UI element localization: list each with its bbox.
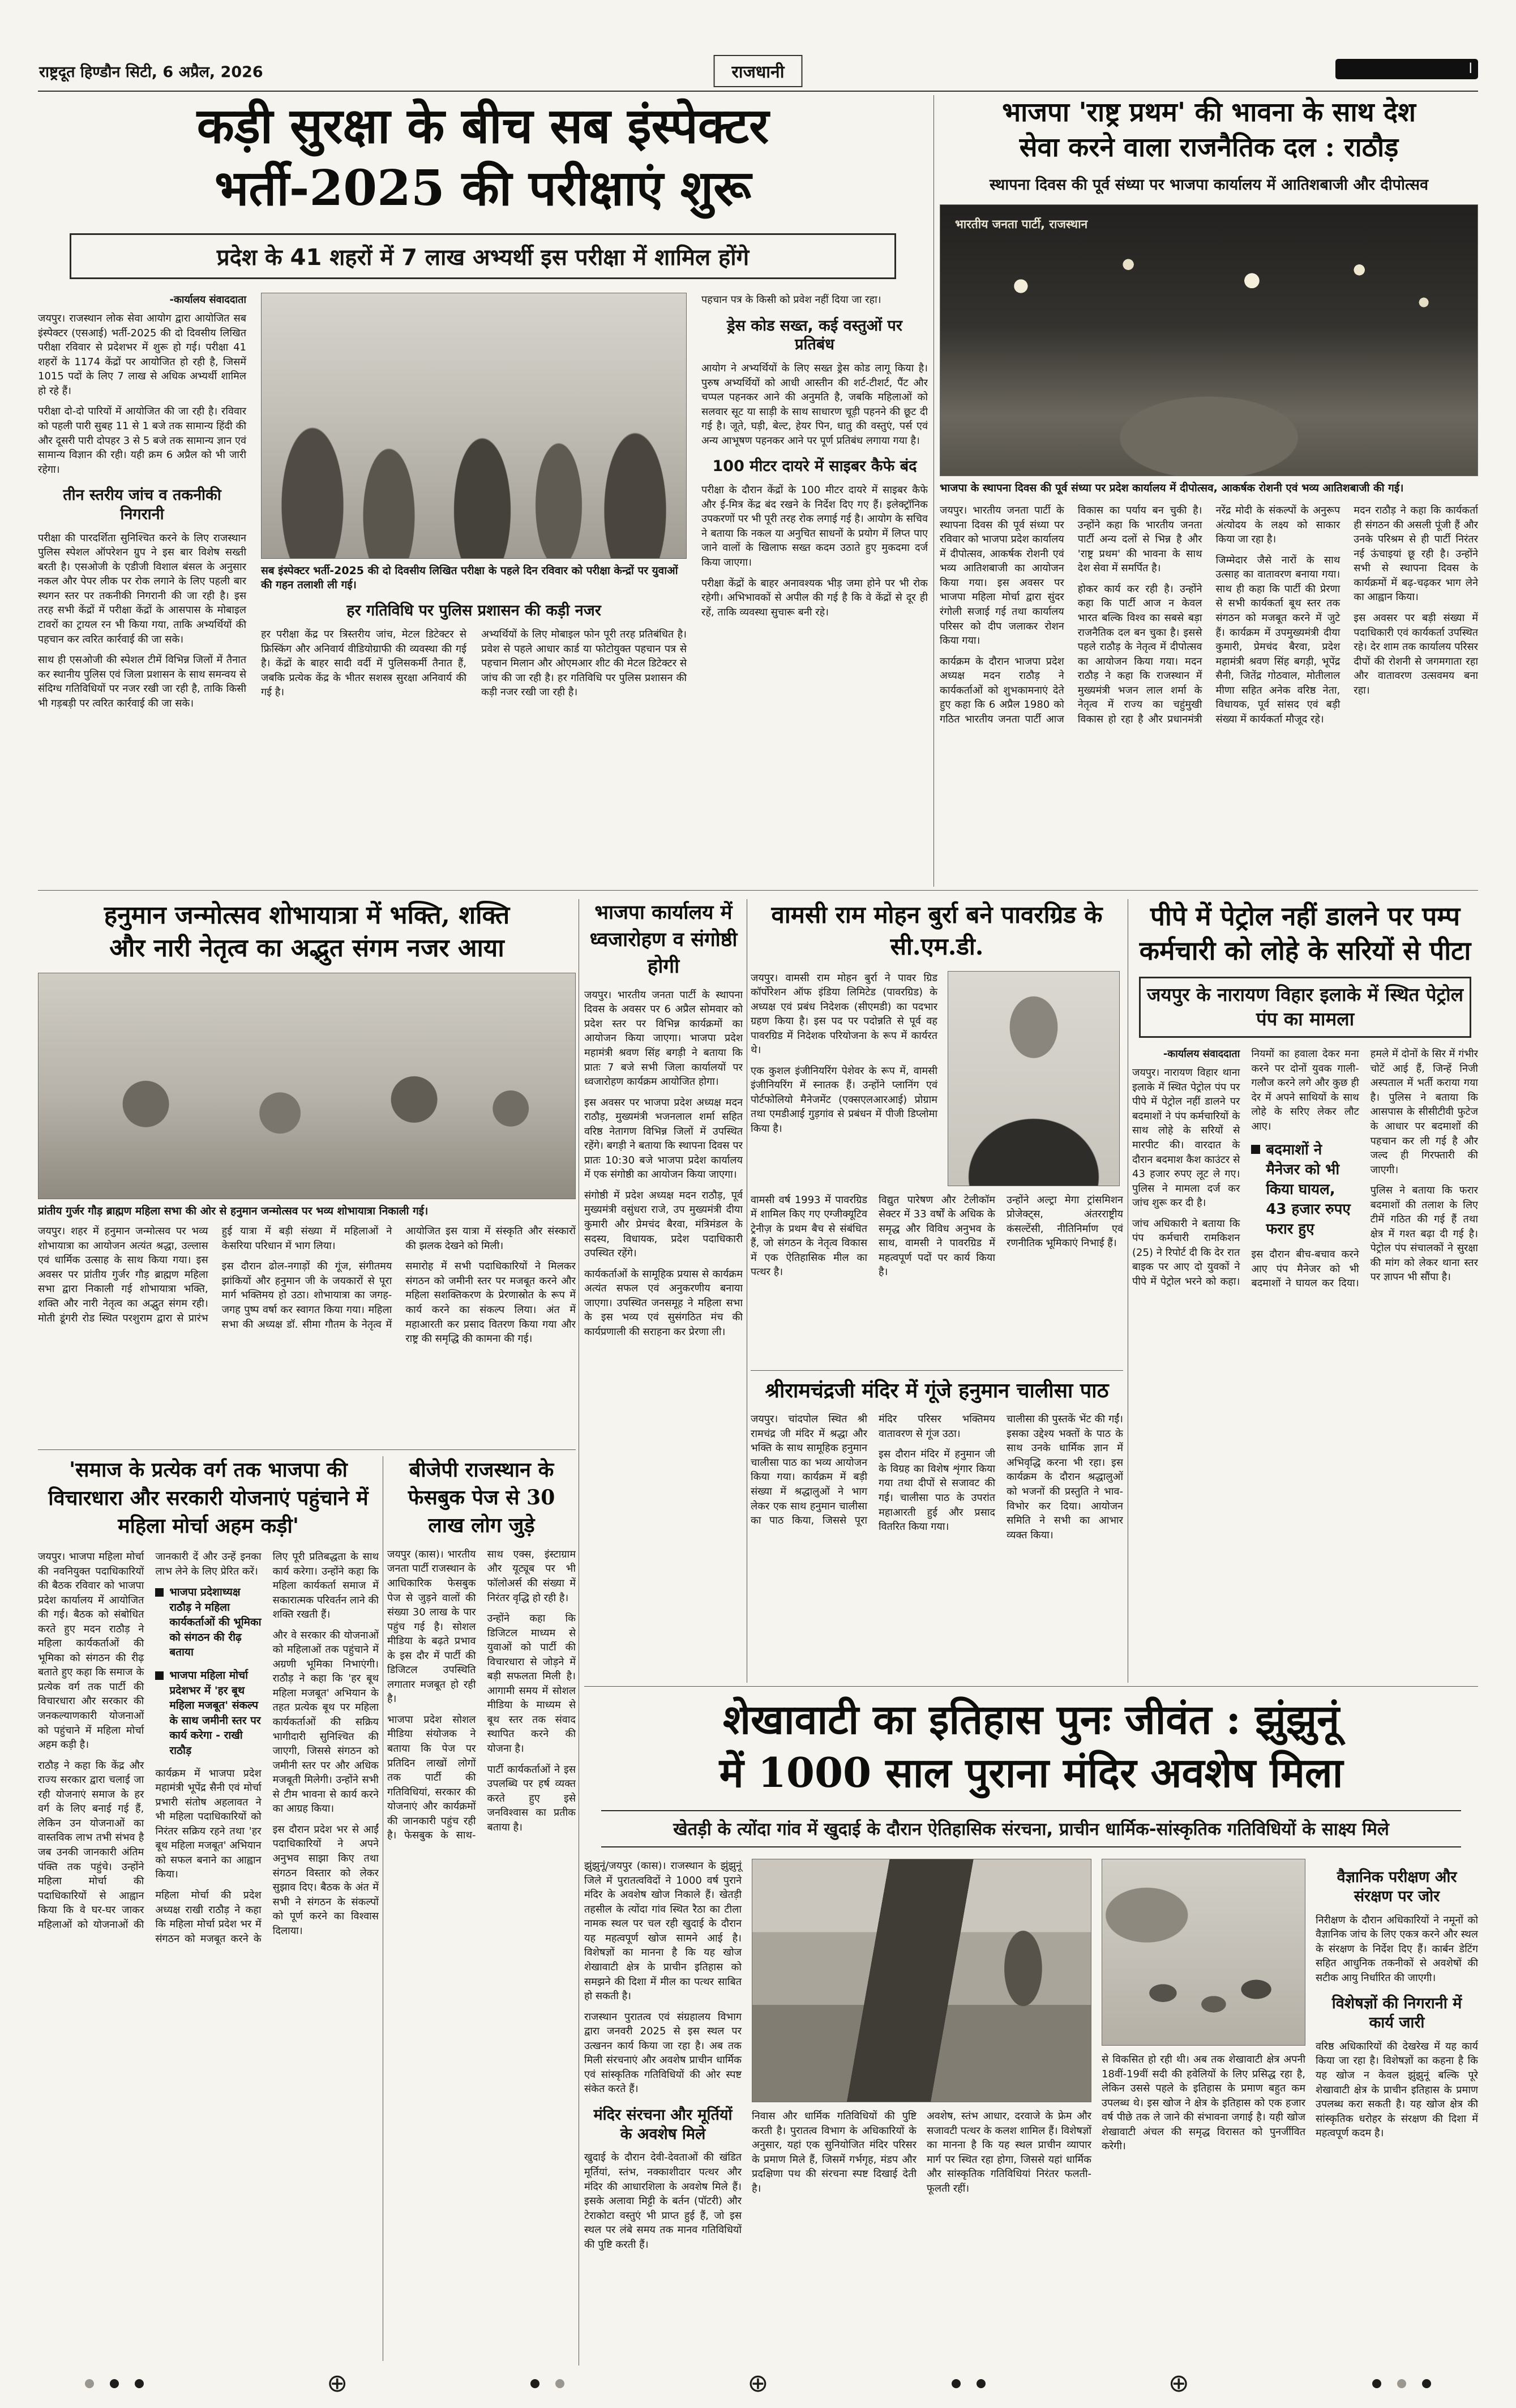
divider-vertical: [933, 95, 934, 887]
vamsi-body-bottom: [751, 1193, 1123, 1280]
article-bjp-foundation: [940, 95, 1478, 887]
dot-group: [1372, 2379, 1431, 2388]
registration-marks: [85, 2370, 1431, 2397]
dot-mark: [555, 2379, 564, 2388]
dot-mark: [85, 2379, 94, 2388]
si-byline: -कार्यालय संवाददाता: [169, 294, 246, 306]
body-paragraph: जयपुर। चांदपोल स्थित श्री रामचंद्र जी मंदिर में श्रद्धा और भक्ति के साथ सामूहिक हनुमान चालीसा पाठ का भव्य आयोजन किया गया। कार्यक्रम में बड़ी संख्या में श्रद्धालुओं ने भाग लेकर एक साथ हनुमान चालीसा का पाठ किया, जिससे पूरा मंदिर परिसर भक्तिमय वातावरण से गूंज उठा।: [751, 1413, 995, 1527]
women-body: [38, 1550, 379, 1946]
body-paragraph: जांच अधिकारी ने बताया कि पंप कर्मचारी रामकिशन (25) ने रिपोर्ट दी कि देर रात बाइक पर आए दो युवकों ने पीपे में पेट्रोल भरने को कहा। नियमों का हवाला देकर मना करने पर दोनों युवक गाली-गलौज करने लगे और कुछ ही देर में अपने साथियों के साथ लोहे के सरिए लेकर लौट आए।: [1132, 1048, 1359, 1288]
highlight-bullet: [155, 1668, 261, 1759]
ram-body: [751, 1412, 1123, 1542]
body-paragraph: राजस्थान पुरातत्व एवं संग्रहालय विभाग द्वारा जनवरी 2025 से इस स्थल पर उत्खनन कार्य किया जा रहा है। अब तक मिली संरचनाएं और अवशेष प्राचीन धार्मिक एवं सांस्कृतिक गतिविधियों की ओर स्पष्ट संकेत करते हैं।: [584, 2011, 742, 2095]
body-paragraph: निरीक्षण के दौरान अधिकारियों ने नमूनों को वैज्ञानिक जांच के लिए एकत्र करने और स्थल के संरक्षण के निर्देश दिए हैं। कार्बन डेटिंग सहित आधुनिक तकनीकों से अवशेषों की सटीक आयु निर्धारित की जाएगी।: [1316, 1914, 1478, 1984]
dot-mark: [952, 2379, 961, 2388]
body-paragraph: इस दौरान मंदिर में हनुमान जी के विग्रह का विशेष शृंगार किया गया तथा दीपों से सजावट की गई। चालीसा पाठ के उपरांत महाआरती हुई और प्रसाद वितरित किया गया।: [879, 1448, 995, 1533]
body-paragraph: हर परीक्षा केंद्र पर त्रिस्तरीय जांच, मेटल डिटेक्टर से फ्रिस्किंग और अनिवार्य वीडियोग्राफी की व्यवस्था की गई है। केंद्रों के बाहर सादी वर्दी में पुलिसकर्मी तैनात हैं, जबकि प्रत्येक केंद्र के भीतर सशस्त्र सुरक्षा अनिवार्य की गई है।: [261, 628, 466, 699]
hanuman-headline-line2: और नारी नेतृत्व का अद्भुत संगम नजर आया: [109, 934, 504, 963]
body-paragraph: साथ ही एसओजी की स्पेशल टीमें विभिन्न जिलों में तैनात कर स्थानीय पुलिस एवं जिला प्रशासन के साथ समन्वय से संदिग्ध गतिविधियों पर नजर रखी जा रही है, ताकि किसी भी गड़बड़ी पर त्वरित कार्रवाई की जा सके।: [38, 654, 246, 709]
body-paragraph: जिम्मेदार जैसे नारों के साथ उत्साह का वातावरण बनाया गया। साथ ही कहा कि पार्टी की प्रेरणा से सभी कार्यकर्ता बूथ स्तर तक संगठन को मजबूत करने में जुटे हैं। कार्यक्रम में उपमुख्यमंत्री दीया कुमारी, प्रेमचंद बैरवा, प्रदेश महामंत्री श्रवण सिंह बगड़ी, भूपेंद्र सैनी, जितेंद्र गोठवाल, मोतीलाल मीणा सहित अनेक वरिष्ठ नेता, विधायक, पूर्व सांसद एवं बड़ी संख्या में कार्यकर्ता मौजूद रहे।: [1215, 554, 1341, 725]
body-paragraph: जयपुर। भारतीय जनता पार्टी के स्थापना दिवस के अवसर पर 6 अप्रैल सोमवार को प्रदेश स्तर पर विभिन्न कार्यक्रमों का आयोजन किया जाएगा। भाजपा प्रदेश महामंत्री श्रवण सिंह बगड़ी ने बताया कि प्रातः 7 बजे सभी जिला कार्यालयों पर ध्वजारोहण कार्यक्रम आयोजित होगा।: [584, 989, 743, 1088]
body-paragraph: चालीसा की पुस्तकें भेंट की गईं। इसका उद्देश्य भक्तों के पाठ के साथ उनके धार्मिक ज्ञान में अभिवृद्धि करना भी रहा। इस कार्यक्रम के दौरान श्रद्धालुओं को भजनों की प्रस्तुति ने भाव-विभोर कर दिया। आयोजन समिति ने सभी का आभार व्यक्त किया।: [1007, 1413, 1123, 1541]
facebook-headline: बीजेपी राजस्थान के फेसबुक पेज से 30 लाख लोग जुड़े: [408, 1458, 555, 1537]
vamsi-portrait-photo: [948, 971, 1120, 1186]
body-paragraph: झुंझुनूं/जयपुर (कास)। राजस्थान के झुंझुनूं जिले में पुरातत्वविदों ने 1000 वर्ष पुराने मंदिर के अवशेष खोज निकाले हैं। खेतड़ी तहसील के त्योंदा गांव स्थित रैठा का टीला नामक स्थल पर चल रही खुदाई के दौरान यह महत्वपूर्ण खोज सामने आई है। विशेषज्ञों का मानना है कि यह खोज शेखावाटी क्षेत्र के प्राचीन इतिहास को समझने की दिशा में मील का पत्थर साबित हो सकती है।: [584, 1860, 742, 2003]
body-paragraph: संगोष्ठी में प्रदेश अध्यक्ष मदन राठौड़, पूर्व मुख्यमंत्री वसुंधरा राजे, उप मुख्यमंत्री दीया कुमारी और प्रेमचंद बैरवा, मंत्रिमंडल के सदस्य, विधायक, प्रदेश पदाधिकारी उपस्थित रहेंगे।: [584, 1189, 743, 1260]
body-paragraph: विद्युत पारेषण और टेलीकॉम सेक्टर में 33 वर्षों के अधिक के समृद्ध और विविध अनुभव के साथ, वामसी ने पावरग्रिड में महत्वपूर्ण पदों पर कार्य किया है।: [879, 1194, 995, 1278]
body-paragraph: उन्होंने कहा कि डिजिटल माध्यम से युवाओं को पार्टी की विचारधारा से जोड़ने में बड़ी सफलता मिली है। आगामी समय में सोशल मीडिया के माध्यम से बूथ स्तर तक संवाद स्थापित करने की योजना है।: [487, 1613, 576, 1755]
ram-headline: श्रीरामचंद्रजी मंदिर में गूंजे हनुमान चालीसा पाठ: [765, 1379, 1109, 1402]
article-flag-hoisting: [584, 899, 743, 1683]
page-marker: l: [1468, 61, 1472, 76]
body-paragraph: पुलिस ने बताया कि फरार बदमाशों की तलाश के लिए टीमें गठित की गई हैं तथा क्षेत्र में गश्त बढ़ा दी गई है। पेट्रोल पंप संचालकों ने सुरक्षा की मांग को लेकर थाना स्तर पर ज्ञापन भी सौंपा है।: [1370, 1184, 1478, 1284]
body-paragraph: समारोह में सभी पदाधिकारियों ने मिलकर संगठन को जमीनी स्तर पर मजबूत करने और महिला सशक्तिकरण के प्रेरणास्रोत के रूप में कार्य करने का संकल्प लिया। अंत में महाआरती कर प्रसाद वितरण किया गया और राष्ट्र की समृद्धि की कामना की गई।: [405, 1260, 576, 1345]
petrol-highlight-text: बदमाशों ने मैनेजर को भी किया घायल, 43 हजार रुपए फरार हुए: [1266, 1141, 1351, 1238]
petrol-highlight: [1251, 1140, 1359, 1239]
flag-headline: भाजपा कार्यालय में ध्वजारोहण व संगोष्ठी होगी: [589, 901, 738, 978]
si-column-1: [38, 293, 246, 717]
body-paragraph: आयोग ने अभ्यर्थियों के लिए सख्त ड्रेस कोड लागू किया है। पुरुष अभ्यर्थियों को आधी आस्तीन की शर्ट-टीशर्ट, पैंट और चप्पल पहनकर आने की अनुमति है, जबकि महिलाओं को सलवार सूट या साड़ी के साथ साधारण चूड़ी पहनने की छूट दी गई है। जूते, घड़ी, बेल्ट, हेयर पिन, धातु की वस्तुएं, पर्स एवं अन्य आभूषण पहनकर आने पर पूर्ण प्रतिबंध लगाया गया है।: [701, 362, 928, 447]
dot-mark: [977, 2379, 986, 2388]
bjp-headline-line1: भाजपा 'राष्ट्र प्रथम' की भावना के साथ देश: [1002, 97, 1416, 128]
body-paragraph: इस अवसर पर भाजपा प्रदेश अध्यक्ष मदन राठौड़, मुख्यमंत्री भजनलाल शर्मा सहित वरिष्ठ नेतागण विभिन्न जिलों में उपस्थित रहेंगे। बगड़ी ने बताया कि स्थापना दिवस पर प्रातः 10:30 बजे भाजपा प्रदेश कार्यालय में एक संगोष्ठी का आयोजन किया जाएगा।: [584, 1096, 743, 1181]
body-paragraph: उन्होंने अल्ट्रा मेगा ट्रांसमिशन प्रोजेक्ट्स, अंतरराष्ट्रीय कंसल्टेंसी, नीतिनिर्माण एवं रणनीतिक भूमिकाएं निभाई हैं।: [1007, 1194, 1123, 1250]
body-paragraph: और वे सरकार की योजनाओं को महिलाओं तक पहुंचाने में अग्रणी भूमिका निभाएंगी। राठौड़ ने कहा कि 'हर बूथ महिला मजबूत' अभियान के तहत प्रत्येक बूथ पर महिला कार्यकर्ताओं की सक्रिय भागीदारी सुनिश्चित की जाएगी, जिससे संगठन को जमीनी स्तर पर और अधिक मजबूती मिलेगी। उन्होंने सभी से टीम भावना से कार्य करने का आग्रह किया।: [272, 1629, 379, 1815]
exam-photo-caption: सब इंस्पेक्टर भर्ती-2025 की दो दिवसीय लिखित परीक्षा के पहले दिन रविवार को परीक्षा केन्द्रों पर युवाओं की गहन तलाशी ली गई।: [261, 564, 678, 592]
body-paragraph: इस दौरान प्रदेश भर से आईं पदाधिकारियों ने अपने अनुभव साझा किए तथा संगठन विस्तार को लेकर सुझाव दिए। बैठक के अंत में सभी ने संगठन के संकल्पों को पूर्ण करने का विश्वास दिलाया।: [272, 1823, 379, 1937]
si-subhead-bar: प्रदेश के 41 शहरों में 7 लाख अभ्यर्थी इस परीक्षा में शामिल होंगे: [70, 233, 896, 279]
shekhawati-expert-subhead: विशेषज्ञों की निगरानी में कार्य जारी: [1331, 1995, 1462, 2032]
article-facebook: [387, 1456, 576, 2361]
si-mid-subhead: हर गतिविधि पर पुलिस प्रशासन की कड़ी नजर: [346, 602, 601, 620]
body-paragraph: जयपुर। शहर में हनुमान जन्मोत्सव पर भव्य शोभायात्रा का आयोजन अत्यंत श्रद्धा, उल्लास एवं धार्मिक उत्साह के साथ किया गया। इस अवसर पर प्रांतीय गुर्जर गौड़ ब्राह्मण महिला सभा द्वारा निकाली गई शोभायात्रा भक्ति, शक्ति और नारी नेतृत्व का अद्भुत संगम रही। मोती डूंगरी रोड स्थित परशुराम द्वारा से प्रारंभ हुई यात्रा में बड़ी संख्या में महिलाओं ने केसरिया परिधान में भाग लिया।: [38, 1225, 392, 1324]
si-column-middle: [261, 293, 687, 717]
women-headline: 'समाज के प्रत्येक वर्ग तक भाजपा की विचारधारा और सरकारी योजनाएं पहुंचाने में महिला मोर्चा अहम कड़ी': [48, 1458, 369, 1538]
crosshair-mark-icon: ⊕: [327, 2369, 348, 2398]
exam-frisking-photo: [261, 293, 687, 559]
hanuman-headline-line1: हनुमान जन्मोत्सव शोभायात्रा में भक्ति, शक्ति: [104, 901, 510, 930]
masthead-date: राष्ट्रदूत हिण्डौन सिटी, 6 अप्रैल, 2026: [39, 63, 263, 81]
body-paragraph: एक कुशल इंजीनियरिंग पेशेवर के रूप में, वामसी इंजीनियरिंग में स्नातक हैं। उन्होंने प्लानिंग एवं पोर्टफोलियो मैनेजमेंट (एक्सएलआरआई) प्रोग्राम तथा एमडीआई गुड़गांव से प्रबंधन में पीजी डिप्लोमा किया है।: [751, 1064, 937, 1135]
shekhawati-headline-line2: में 1000 साल पुराना मंदिर अवशेष मिला: [719, 1748, 1343, 1797]
article-shekhawati-temple: [584, 1693, 1478, 2366]
body-paragraph: जयपुर। भारतीय जनता पार्टी के स्थापना दिवस की पूर्व संध्या पर रविवार को भाजपा प्रदेश कार्यालय में दीपोत्सव, आकर्षक रोशनी एवं भव्य आतिशबाजी का आयोजन किया गया। इस अवसर पर भाजपा महिला मोर्चा द्वारा सुंदर रंगोली सजाई गई तथा कार्यालय परिसर को दीप जलाकर रोशन किया गया।: [940, 504, 1064, 647]
dot-mark: [1372, 2379, 1381, 2388]
body-paragraph: जयपुर। भाजपा महिला मोर्चा की नवनियुक्त पदाधिकारियों की बैठक रविवार को भाजपा प्रदेश कार्यालय में आयोजित की गई। बैठक को संबोधित करते हुए मदन राठौड़ ने महिला कार्यकर्ताओं की भूमिका को संगठन की रीढ़ बताते हुए कहा कि समाज के प्रत्येक वर्ग तक पार्टी की विचारधारा और सरकार की जनकल्याणकारी योजनाओं को पहुंचाने में महिला मोर्चा अहम कड़ी है।: [38, 1551, 144, 1751]
body-paragraph: इस दौरान ढोल-नगाड़ों की गूंज, संगीतमय झांकियों और हनुमान जी के जयकारों से पूरा मार्ग भक्तिमय हो उठा। शोभायात्रा का जगह-जगह पुष्प वर्षा कर स्वागत किया गया। महिला सभा की अध्यक्ष डॉ. सीमा गौतम के नेतृत्व में आयोजित इस यात्रा में संस्कृति और संस्कारों की झलक देखने को मिली।: [221, 1225, 576, 1331]
article-petrol-assault: [1132, 899, 1478, 1683]
divider-horizontal: [38, 890, 1478, 891]
body-paragraph: कार्यकर्ताओं के सामूहिक प्रयास से कार्यक्रम अत्यंत सफल एवं अनुकरणीय बनाया जाएगा। उपस्थित जनसमूह ने महिला सभा के इस भव्य एवं सुसंगठित मंच की कार्यप्रणाली की सराहना कर प्रेरणा ली।: [584, 1268, 743, 1338]
dot-mark: [110, 2379, 119, 2388]
body-paragraph: पार्टी कार्यकर्ताओं ने इस उपलब्धि पर हर्ष व्यक्त करते हुए इसे जनविश्वास का प्रतीक बताया है।: [487, 1763, 576, 1833]
body-paragraph: जयपुर। नारायण विहार थाना इलाके में स्थित पेट्रोल पंप पर पीपे में पेट्रोल नहीं डालने पर बदमाशों ने पंप कर्मचारियों के साथ लोहे के सरियों से मारपीट की। वारदात के दौरान बदमाश कैश काउंटर से 43 हजार रुपए लूट ले गए। पुलिस ने मामला दर्ज कर जांच शुरू कर दी है।: [1132, 1067, 1240, 1209]
shekhawati-column-2: [752, 1859, 1091, 2258]
dot-group: [952, 2379, 986, 2388]
body-paragraph: मदन राठौड़ ने कहा कि कार्यकर्ता ही संगठन की असली पूंजी हैं और उनके परिश्रम से ही पार्टी निरंतर नई ऊंचाइयां छू रही है। उन्होंने सभी से स्थापना दिवस के कार्यक्रमों में बढ़-चढ़कर भाग लेने का आह्वान किया।: [1354, 504, 1478, 604]
bjp-headline-line2: सेवा करने वाला राजनैतिक दल : राठौड़: [1019, 132, 1399, 164]
shekhawati-science-subhead: वैज्ञानिक परीक्षण और संरक्षण पर जोर: [1337, 1868, 1457, 1905]
bjp-subhead: स्थापना दिवस की पूर्व संध्या पर भाजपा कार्यालय में आतिशबाजी और दीपोत्सव: [990, 176, 1428, 194]
dot-group: [85, 2379, 144, 2388]
bjp-body: [940, 503, 1478, 726]
body-paragraph: परीक्षा केंद्रों के बाहर अनावश्यक भीड़ जमा होने पर भी रोक रहेगी। अभिभावकों से अपील की गई है कि वे केंद्रों से दूर ही रहें, ताकि व्यवस्था सुचारू बनी रहे।: [701, 577, 928, 618]
vamsi-text-left: [751, 971, 937, 1186]
body-paragraph: पहचान पत्र के किसी को प्रवेश नहीं दिया जा रहा।: [701, 294, 881, 306]
shekhawati-column-3: [1102, 1859, 1305, 2258]
body-paragraph: कार्यक्रम में भाजपा प्रदेश महामंत्री भूपेंद्र सैनी एवं मोर्चा प्रभारी संतोष अहलावत ने भी महिला पदाधिकारियों को निरंतर सक्रिय रहने तथा 'हर बूथ महिला मजबूत' अभियान को सफल बनाने का आह्वान किया।: [155, 1767, 262, 1881]
divider-horizontal: [584, 1686, 1478, 1687]
parade-photo-caption: प्रांतीय गुर्जर गौड़ ब्राह्मण महिला सभा की ओर से हनुमान जन्मोत्सव पर भव्य शोभायात्रा निकाली गई।: [38, 1205, 429, 1218]
bjp-deepotsav-photo: [940, 204, 1478, 476]
body-paragraph: इस दौरान बीच-बचाव करने आए पंप मैनेजर को भी बदमाशों ने घायल कर दिया। हमले में दोनों के सिर में गंभीर चोटें आई हैं, जिन्हें निजी अस्पताल में भर्ती कराया गया है। पुलिस ने बताया कि आसपास के सीसीटीवी फुटेज के आधार पर बदमाशों की पहचान कर ली गई है और जल्द ही गिरफ्तारी की जाएगी।: [1251, 1048, 1478, 1290]
body-paragraph: भाजपा प्रदेश सोशल मीडिया संयोजक ने बताया कि पेज पर प्रतिदिन लाखों लोगों तक पार्टी की गतिविधियां, सरकार की योजनाएं और कार्यक्रमों की जानकारी पहुंच रही है। फेसबुक के साथ-साथ एक्स, इंस्टाग्राम और यूट्यूब पर भी फॉलोअर्स की संख्या में निरंतर वृद्धि हो रही है।: [387, 1548, 576, 1842]
si-col4-subhead-2: 100 मीटर दायरे में साइबर कैफे बंद: [712, 457, 917, 476]
body-paragraph: जयपुर। वामसी राम मोहन बुर्रा ने पावर ग्रिड कॉर्पोरेशन ऑफ इंडिया लिमिटेड (पावरग्रिड) के अध्यक्ष एवं प्रबंध निदेशक (सीएमडी) का पदभार ग्रहण किया है। इस पद पर पदोन्नति से पूर्व वह पावरग्रिड में निदेशक परियोजना के रूप में कार्यरत थे।: [751, 972, 937, 1057]
highlight-bullet-text: भाजपा महिला मोर्चा प्रदेशभर में 'हर बूथ महिला मजबूत' संकल्प के साथ जमीनी स्तर पर कार्य करेगा - राखी राठौड़: [169, 1669, 261, 1757]
body-paragraph: महिला मोर्चा की प्रदेश अध्यक्ष राखी राठौड़ ने कहा कि महिला मोर्चा प्रदेश भर में संगठन को मजबूत करने के लिए पूरी प्रतिबद्धता के साथ कार्य करेगा। उन्होंने कहा कि महिला कार्यकर्ता समाज में सकारात्मक परिवर्तन लाने की शक्ति रखती हैं।: [155, 1551, 379, 1945]
section-label: राजधानी: [714, 55, 803, 87]
body-paragraph: अवशेष, स्तंभ आधार, दरवाजे के फ्रेम और सजावटी पत्थर के कलश शामिल हैं। विशेषज्ञों का मानना है कि यह स्थल प्राचीन व्यापार मार्ग पर स्थित रहा होगा, जिससे यहां धार्मिक और सांस्कृतिक गतिविधियां निरंतर फलती-फूलती रहीं।: [927, 2110, 1091, 2195]
petrol-subhead-box: जयपुर के नारायण विहार इलाके में स्थित पेट्रोल पंप का मामला: [1139, 977, 1471, 1038]
page-header: [38, 48, 1478, 92]
si-column-4: [701, 293, 928, 717]
highlight-bullet: [155, 1585, 261, 1660]
body-paragraph: जयपुर (कास)। भारतीय जनता पार्टी राजस्थान के आधिकारिक फेसबुक पेज से जुड़ने वालों की संख्या 30 लाख के पार पहुंच गई है। सोशल मीडिया के बढ़ते प्रभाव के इस दौर में पार्टी की डिजिटल उपस्थिति लगातार मजबूत हो रही है।: [387, 1548, 476, 1705]
si-headline-line2: भर्ती-2025 की परीक्षाएं शुरू: [214, 160, 752, 217]
petrol-headline: पीपे में पेट्रोल नहीं डालने पर पम्प कर्मचारी को लोहे के सरियों से पीटा: [1139, 901, 1471, 966]
highlight-bullet-text: भाजपा प्रदेशाध्यक्ष राठौड़ ने महिला कार्यकर्ताओं की भूमिका को संगठन की रीढ़ बताया: [169, 1586, 262, 1659]
dot-mark: [530, 2379, 539, 2388]
body-paragraph: राठौड़ ने कहा कि केंद्र और राज्य सरकार द्वारा चलाई जा रही योजनाएं समाज के हर वर्ग के लिए बनाई गई हैं, लेकिन उन योजनाओं का वास्तविक लाभ तभी संभव है जब उनकी जानकारी अंतिम पंक्ति तक पहुंचे। उन्होंने महिला मोर्चा की पदाधिकारियों से आह्वान किया कि वे घर-घर जाकर महिलाओं को योजनाओं की जानकारी दें और उन्हें इनका लाभ लेने के लिए प्रेरित करें।: [38, 1551, 262, 1931]
article-ram-mandir: [751, 1377, 1123, 1682]
petrol-byline: -कार्यालय संवाददाता: [1163, 1048, 1240, 1060]
parade-photo: [38, 973, 576, 1199]
crosshair-mark-icon: ⊕: [747, 2369, 769, 2398]
body-paragraph: परीक्षा की पारदर्शिता सुनिश्चित करने के लिए राजस्थान पुलिस स्पेशल ऑपरेशन ग्रुप ने इस बार विशेष सख्ती बरती है। एसओजी के एडीजी विशाल बंसल के अनुसार नकल और पेपर लीक पर रोक लगाने के लिए पहली बार स्थगन स्तर पर तकनीकी निगरानी की जा रही है। इस तरह सभी केंद्रों में परीक्षा केंद्रों के आसपास के मोबाइल टावरों का ट्रायल रन भी किया गया, ताकि अभ्यर्थियों की पहचान कर त्वरित कार्रवाई की जा सके।: [38, 532, 246, 645]
shekhawati-structure-subhead: मंदिर संरचना और मूर्तियों के अवशेष मिले: [593, 2106, 733, 2143]
body-paragraph: होकर कार्य कर रही है। उन्होंने कहा कि पार्टी आज न केवल भारत बल्कि विश्व का सबसे बड़ा राजनैतिक दल बन चुका है। इससे पहले राठौड़ के नेतृत्व में दीपोत्सव का आयोजन किया गया। मदन राठौड़ ने कहा कि राजस्थान में मुख्यमंत्री भजन लाल शर्मा के नेतृत्व में राज्य का चहुंमुखी विकास हो रहा है और प्रधानमंत्री नरेंद्र मोदी के संकल्पों के अनुरूप अंत्योदय के लक्ष्य को साकार किया जा रहा है।: [1077, 504, 1341, 725]
divider-horizontal: [751, 1370, 1123, 1371]
square-bullet-icon: [1251, 1145, 1260, 1154]
excavation-photo: [752, 1859, 1091, 2102]
square-bullet-icon: [155, 1671, 164, 1680]
hanuman-headline: [38, 899, 576, 965]
shekhawati-headline: [584, 1693, 1478, 1799]
body-paragraph: खुदाई के दौरान देवी-देवताओं की खंडित मूर्तियां, स्तंभ, नक्काशीदार पत्थर और मंदिर की आधारशिला के अवशेष मिले हैं। इसके अलावा मिट्टी के बर्तन (पॉटरी) और टेराकोटा वस्तुएं भी प्राप्त हुई हैं, जो इस स्थल पर लंबे समय तक मानव गतिविधियों की पुष्टि करती हैं।: [584, 2152, 742, 2251]
print-mark-bar: [1335, 59, 1478, 79]
body-paragraph: निवास और धार्मिक गतिविधियों की पुष्टि करती है। पुरातत्व विभाग के अधिकारियों के अनुसार, यहां एक सुनियोजित मंदिर परिसर के प्रमाण मिले हैं, जिसमें गर्भगृह, मंडप और प्रदक्षिणा पथ की संरचना स्पष्ट दिखाई देती है।: [752, 2110, 917, 2195]
article-hanuman-parade: [38, 899, 576, 1446]
dot-group: [530, 2379, 564, 2388]
shekhawati-headline-line1: शेखावाटी का इतिहास पुनः जीवंत : झुंझुनूं: [722, 1695, 1339, 1743]
body-paragraph: से विकसित हो रही थी। अब तक शेखावाटी क्षेत्र अपनी 18वीं-19वीं सदी की हवेलियों के लिए प्रसिद्ध रहा है, लेकिन उससे पहले के इतिहास के प्रमाण बहुत कम उपलब्ध थे। इस खोज ने क्षेत्र के इतिहास को एक हजार वर्ष पीछे तक ले जाने की संभावना जगाई है। यही खोज शेखावाटी अंचल की समृद्ध विरासत को पुनर्जीवित करेगी।: [1102, 2054, 1305, 2153]
article-women-wing: [38, 1456, 379, 2361]
dot-mark: [135, 2379, 144, 2388]
vamsi-headline: वामसी राम मोहन बुर्रा बने पावरग्रिड के सी.एम.डी.: [771, 901, 1103, 961]
si-headline-line1: कड़ी सुरक्षा के बीच सब इंस्पेक्टर: [196, 97, 769, 155]
divider-horizontal: [38, 1449, 576, 1450]
dot-mark: [1422, 2379, 1431, 2388]
body-paragraph: जयपुर। राजस्थान लोक सेवा आयोग द्वारा आयोजित सब इंस्पेक्टर (एसआई) भर्ती-2025 की दो दिवसीय लिखित परीक्षा रविवार से प्रदेशभर में शुरू हो गई। परीक्षा 41 शहरों के 1174 केंद्रों पर आयोजित हो रही है, जिसमें 1015 पदों के लिए 7 लाख से अधिक अभ्यर्थी शामिल हो रहे हैं।: [38, 313, 246, 397]
body-paragraph: इस अवसर पर बड़ी संख्या में पदाधिकारी एवं कार्यकर्ता उपस्थित रहे। देर शाम तक कार्यालय परिसर दीपों की रोशनी से जगमगाता रहा और वातावरण उत्सवमय बना रहा।: [1354, 611, 1478, 696]
si-col4-subhead-1: ड्रेस कोड सख्त, कई वस्तुओं पर प्रतिबंध: [727, 316, 902, 354]
bjp-office-sign: भारतीय जनता पार्टी, राजस्थान: [955, 217, 1088, 232]
shekhawati-column-1: [584, 1859, 742, 2258]
body-paragraph: वामसी वर्ष 1993 में पावरग्रिड में शामिल किए गए एग्जीक्यूटिव ट्रेनीज़ के प्रथम बैच से संबंधित हैं, जो संगठन के नेतृत्व विकास में एक ऐतिहासिक मील का पत्थर है।: [751, 1194, 867, 1278]
facebook-body: [387, 1547, 576, 1843]
article-vamsi-cmd: [751, 899, 1123, 1370]
body-paragraph: कार्यक्रम के दौरान भाजपा प्रदेश अध्यक्ष मदन राठौड़ ने कार्यकर्ताओं को शुभकामनाएं देते हुए कहा कि 6 अप्रैल 1980 को गठित भारतीय जनता पार्टी आज विकास का पर्याय बन चुकी है। उन्होंने कहा कि भारतीय जनता पार्टी अन्य दलों से भिन्न है और 'राष्ट्र प्रथम' की भावना के साथ देश सेवा में समर्पित है।: [940, 504, 1202, 725]
bjp-photo-caption: भाजपा के स्थापना दिवस की पूर्व संध्या पर प्रदेश कार्यालय में दीपोत्सव, आकर्षक रोशनी एवं भव्य आतिशबाजी की गई।: [940, 482, 1404, 495]
body-paragraph: परीक्षा दो-दो पारियों में आयोजित की जा रही है। रविवार को पहली पारी सुबह 11 से 1 बजे तक सामान्य हिंदी की और दूसरी पारी दोपहर 3 से 5 बजे तक सामान्य ज्ञान एवं सामान्य विज्ञान की रही। यही क्रम 6 अप्रैल को भी जारी रहेगा।: [38, 405, 246, 476]
si-headline: [38, 95, 928, 220]
dot-mark: [1397, 2379, 1406, 2388]
artifacts-photo: [1102, 1859, 1305, 2046]
square-bullet-icon: [155, 1588, 164, 1597]
bjp-headline: [940, 95, 1478, 165]
hanuman-body: [38, 1224, 576, 1346]
shekhawati-column-4: [1316, 1859, 1478, 2258]
petrol-body: [1132, 1047, 1478, 1290]
article-si-exam: [38, 95, 928, 887]
shekhawati-subhead-bar: खेतड़ी के त्योंदा गांव में खुदाई के दौरान ऐतिहासिक संरचना, प्राचीन धार्मिक-सांस्कृतिक गतिविधियों के साक्ष्य मिले: [601, 1810, 1461, 1847]
si-col1-subhead: तीन स्तरीय जांच व तकनीकी निगरानी: [63, 486, 221, 523]
body-paragraph: वरिष्ठ अधिकारियों की देखरेख में यह कार्य किया जा रहा है। विशेषज्ञों का कहना है कि यह खोज न केवल झुंझुनूं बल्कि पूरे शेखावाटी क्षेत्र के प्राचीन इतिहास के प्रमाण उपलब्ध करा सकती है। यह खोज क्षेत्र की सांस्कृतिक धरोहर के संरक्षण की दिशा में महत्वपूर्ण कदम है।: [1316, 2040, 1478, 2140]
body-paragraph: अभ्यर्थियों के लिए मोबाइल फोन पूरी तरह प्रतिबंधित है। प्रवेश से पहले आधार कार्ड या फोटोयुक्त पहचान पत्र से पहचान मिलान और ओएमआर शीट की मेटल डिटेक्टर से जांच की जा रही है। हर गतिविधि पर पुलिस प्रशासन की कड़ी नजर रखी जा रही है।: [481, 628, 687, 699]
body-paragraph: परीक्षा के दौरान केंद्रों के 100 मीटर दायरे में साइबर कैफे और ई-मित्र केंद्र बंद रखने के निर्देश दिए गए हैं। इलेक्ट्रॉनिक उपकरणों पर भी पूरी तरह रोक लगाई गई है। आयोग के सचिव ने बताया कि नकल या अनुचित साधनों के प्रयोग में लिप्त पाए जाने वालों के खिलाफ सख्त कदम उठाते हुए मुकदमा दर्ज किया जाएगा।: [701, 484, 928, 568]
crosshair-mark-icon: ⊕: [1168, 2369, 1189, 2398]
